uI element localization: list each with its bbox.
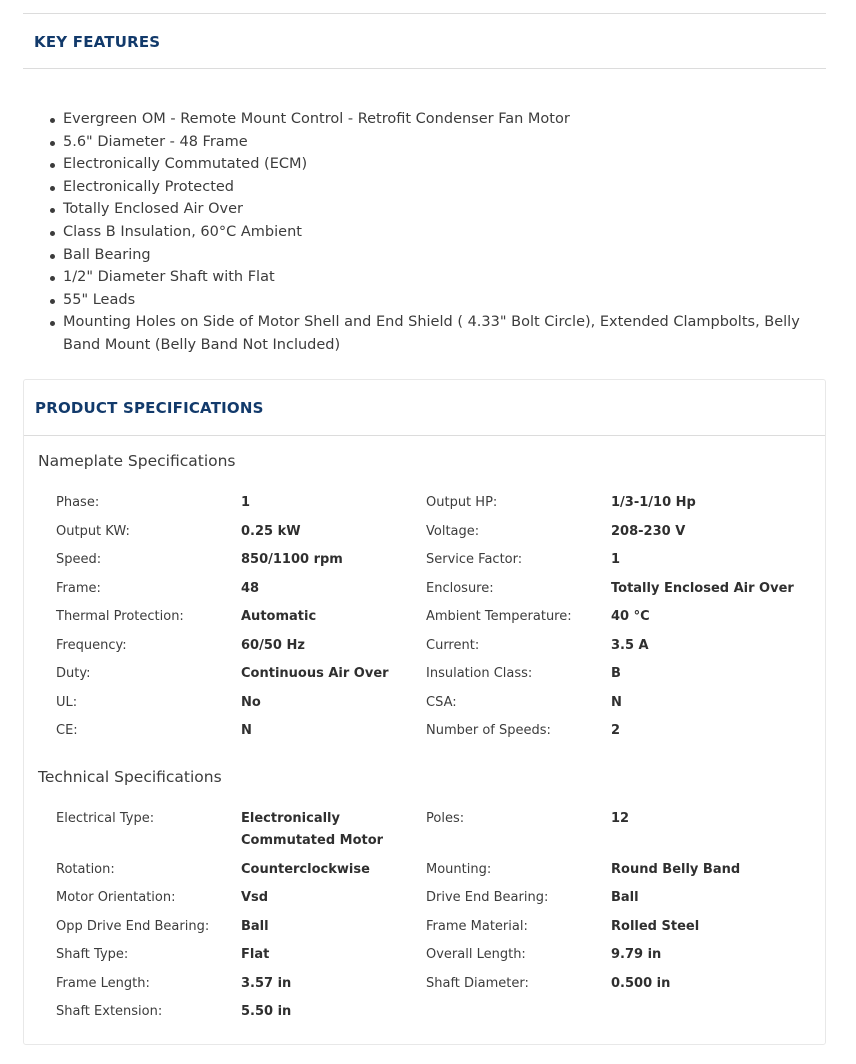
spec-value: 850/1100 rpm [241,552,343,567]
spec-value: Round Belly Band [611,862,741,877]
spec-value: Continuous Air Over [241,666,389,681]
spec-value: Totally Enclosed Air Over [611,580,794,596]
spec-label: Rotation: [56,862,115,877]
feature-item: Electronically Commutated (ECM) [29,153,819,176]
spec-label: UL: [56,694,78,710]
spec-label: Shaft Extension: [56,1004,163,1019]
spec-row [56,492,816,520]
spec-value: Electronically [241,811,340,826]
feature-item: Electronically Protected [29,176,819,199]
spec-row [56,944,816,972]
spec-value: 1 [611,552,621,567]
spec-label: Mounting: [426,862,492,877]
spec-row [56,973,816,1001]
top-divider [23,13,826,14]
spec-value: N [241,723,252,738]
feature-item: Ball Bearing [29,244,819,267]
key-features-title: KEY FEATURES [34,33,161,51]
spec-label: Insulation Class: [426,666,533,681]
spec-label: Speed: [56,552,102,567]
spec-value: Flat [241,947,270,962]
spec-label: CSA: [426,694,457,710]
feature-item: Mounting Holes on Side of Motor Shell and End Shield ( 4.33" Bolt Circle), Extended Clampbolts, Belly Band Mount (Belly Band Not Included) [29,311,819,356]
spec-value: Commutated Motor [241,833,384,848]
spec-label: CE: [56,723,78,738]
nameplate-specifications-heading: Nameplate Specifications [38,452,236,470]
product-specifications-title: PRODUCT SPECIFICATIONS [35,399,264,417]
spec-value: 48 [241,580,260,596]
spec-value: 5.50 in [241,1004,292,1019]
spec-value: Vsd [241,890,269,905]
spec-value: Ball [611,890,639,905]
spec-label: Voltage: [426,523,480,539]
spec-value: 12 [611,811,630,826]
spec-value: 208-230 V [611,523,686,539]
spec-label: Output KW: [56,523,130,539]
spec-label: Frame Material: [426,919,528,934]
feature-item: Totally Enclosed Air Over [29,198,819,221]
spec-label: Number of Speeds: [426,723,551,738]
spec-row [56,859,816,887]
spec-row [56,692,816,720]
spec-label: Frequency: [56,637,127,653]
spec-row [56,635,816,663]
spec-row [56,720,816,748]
spec-label: Drive End Bearing: [426,890,549,905]
spec-label: Ambient Temperature: [426,609,572,624]
spec-label: Output HP: [426,495,498,510]
spec-row [56,549,816,577]
spec-value: N [611,694,622,710]
spec-label: Service Factor: [426,552,523,567]
spec-value: Rolled Steel [611,919,700,934]
spec-value: 0.25 kW [241,523,301,539]
feature-item: Evergreen OM - Remote Mount Control - Retrofit Condenser Fan Motor [29,108,819,131]
spec-value: Ball [241,919,269,934]
spec-value: 3.5 A [611,637,649,653]
spec-value: 3.57 in [241,976,292,991]
technical-specifications-heading: Technical Specifications [38,768,222,786]
spec-label: Frame: [56,580,101,596]
spec-row [56,578,816,606]
spec-row [56,521,816,549]
spec-row [56,606,816,634]
feature-item: 1/2" Diameter Shaft with Flat [29,266,819,289]
spec-value: 0.500 in [611,976,671,991]
feature-item: 55" Leads [29,289,819,312]
spec-value: 1 [241,495,251,510]
spec-label: Current: [426,637,480,653]
spec-value: Counterclockwise [241,862,370,877]
key-features-divider [23,68,826,69]
spec-label: Shaft Type: [56,947,129,962]
spec-row [56,663,816,691]
spec-row [56,1001,816,1029]
spec-value: B [611,666,621,681]
spec-value: 9.79 in [611,947,662,962]
spec-label: Enclosure: [426,580,494,596]
spec-value: 2 [611,723,621,738]
spec-label: Phase: [56,495,100,510]
spec-label: Overall Length: [426,947,526,962]
spec-value: 40 °C [611,609,650,624]
spec-label: Opp Drive End Bearing: [56,919,210,934]
spec-label: Duty: [56,666,91,681]
spec-row [56,830,816,858]
spec-label: Frame Length: [56,976,150,991]
feature-item: Class B Insulation, 60°C Ambient [29,221,819,244]
spec-row [56,916,816,944]
spec-row [56,887,816,915]
spec-label: Shaft Diameter: [426,976,529,991]
spec-value: Automatic [241,609,317,624]
spec-value: 60/50 Hz [241,637,305,653]
spec-label: Thermal Protection: [56,609,184,624]
spec-value: No [241,694,261,710]
spec-value: 1/3-1/10 Hp [611,495,696,510]
product-specifications-divider [24,435,825,436]
key-features-list [29,108,819,357]
feature-item: 5.6" Diameter - 48 Frame [29,131,819,154]
spec-label: Electrical Type: [56,811,155,826]
spec-label: Poles: [426,811,465,826]
spec-label: Motor Orientation: [56,890,176,905]
